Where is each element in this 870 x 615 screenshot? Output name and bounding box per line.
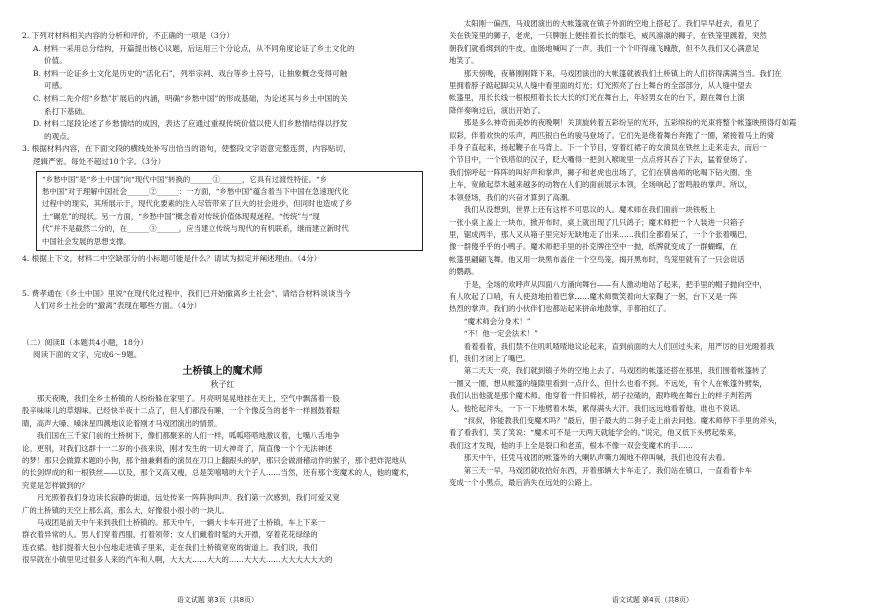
story-line: 的鹦鹉。 — [449, 267, 479, 277]
story-line: 我们国在三千家门前的土桥树下，像们都聚来的人们一样，呱呱嗒嗒地激议着，七嘴八舌地争 — [36, 431, 340, 441]
story-line: 我们认出他就是那个魔术师。他穿着一件旧棉袄，胡子拉碴的，跟昨晚在舞台上的样子判若两 — [449, 391, 753, 401]
question-4-stem: 4. 根据上下文，材料二中空缺部分的小标题可能是什么？请试为拟定并阐述理由。（4分） — [22, 253, 322, 263]
option-a-line-1: A. 材料一采用总分结构，开篇提出核心议题，后运用三个分论点，从不同角度论证了乡土文化的 — [33, 43, 355, 53]
passage-line: 代”并不是截然二分的，在______③______，应当建立传统与现代的有机联系，继而建立新时代 — [42, 224, 349, 234]
story-line: 睛，高声大嗓、嗓沫星四溅地议论着刚才马戏团演出的情景。 — [22, 418, 222, 428]
section-instruction: 阅读下面的文字，完成6～9题。 — [33, 350, 142, 360]
story-line: 人。他抡起斧头，一下一下地劈着木柴，累得满头大汗。我们远远地看着他，谁也不说话。 — [449, 403, 745, 413]
story-line: 第二天天一亮，我们就到镇子外的空地上去了。马戏团的帐篷还搭在那里，我们围着帐篷转了 — [463, 366, 767, 376]
story-author: 秋子红 — [210, 379, 235, 389]
story-title: 土桥镇上的魔术师 — [182, 365, 263, 377]
story-line: 看了看我们，笑了笑说：“魔术可不是一天两天就能学会的。”说完，他又低下头劈起柴来， — [449, 428, 742, 438]
story-line: 群衣着异常的人。男人们穿着西服，打着领带；女人们戴着时髦的大开襟，穿着花花绿绿的 — [22, 530, 318, 540]
question-3-stem-2: 逻辑严密。每处不超过10个字。（3分） — [33, 156, 166, 166]
story-line: 关在铁笼里的狮子，老虎，一只脾脏上便挂着长长的鬃毛，威风凛凛的狮子，在铁笼里踱着，突然 — [449, 31, 767, 41]
story-line: 究竟是怎样做到的？ — [22, 480, 89, 490]
story-line: 马戏团是前天中午来到我们土桥镇的。那天中午，一辆大卡车开进了土桥镇，车上下来一 — [36, 518, 326, 527]
section-heading: （二）阅读Ⅱ（本题共4小题，18分） — [22, 337, 148, 347]
story-line: 那天中午，任凭马戏团的帐篷外的大喇叭声嘶力竭地不停叫喊，我们也没有去看。 — [463, 453, 730, 463]
story-line: 变成一个小黑点，最后消失在远处的公路上。 — [449, 478, 597, 488]
story-line: 里拥着脖子踮起脚尖从人缝中看里面的灯光；灯光照亮了台上舞台的全部部分，从人缝中望去 — [449, 81, 753, 91]
story-line: 于是，全场的欢呼声从四面八方涌向舞台——有人激动地站了起来，把手里的帽子抛向空中， — [463, 279, 767, 289]
passage-line: “乡愁中国”是“乡土中国”向“现代中国”转换的______①______，它具有过渡性特征。“乡 — [42, 174, 328, 184]
story-line: 热烈的掌声。我们的小伙伴们也都站起来拼命地鼓掌，手都拍红了。 — [449, 304, 671, 314]
story-line: 帐篷里，用长长线一根根照着长长大长的灯光在舞台上，年轻男女在的台下，跟在舞台上演 — [449, 93, 745, 103]
story-line: 似彩，伴着欢快的乐声，两匹银白色的骏马登场了。它们先是绕着舞台奔跑了一圈，紧接着马上的骑 — [449, 130, 775, 140]
story-line: 有人吹起了口哨，有人使劲地拍着巴掌……魔术师微笑着向大家鞠了一躬，台下又是一阵 — [449, 291, 738, 301]
answer-space — [22, 313, 423, 337]
right-page — [435, 0, 870, 615]
story-line: 连衣裙。他们提着大包小包地走进镇子里来，走在我们土桥镇宽宽的街道上。我们说，我们 — [22, 542, 318, 552]
story-line: 一圈又一圈，想从帐篷的缝隙里看到一点什么，但什么也看不到。不远处，有个人在帐篷外劈柴， — [449, 378, 767, 388]
story-line: 第三天一早，马戏团就收拾好东西，开着那辆大卡车走了。我们站在镇口，一直看着卡车 — [463, 465, 753, 475]
story-line: 们，我们才闭上了嘴巴。 — [449, 353, 531, 363]
story-line: 帐篷里翩翩飞舞。他又用一块黑布盖住一个空鸟笼，揭开黑布时，鸟笼里就有了一只会说话 — [449, 254, 745, 264]
story-line: 那是多么神奇而美妙的夜晚啊！关顶旋转着五彩纷呈的光环，五彩缤纷的光束将整个帐篷映照得灯如霞 — [463, 118, 797, 128]
story-line: “魔术师会分身术！” — [463, 316, 531, 326]
question-5-stem: 5. 费孝通在《乡土中国》里说“在现代化过程中，我们已开始撤离乡土社会”，请结合材料谈谈当今 — [22, 288, 351, 298]
option-b-line-2: 可感。 — [44, 81, 67, 91]
option-d-line-1: D. 材料二尾段论述了乡愁情结的成因，表达了应通过重视传统价值以使人们乡愁情结得以抒发 — [33, 119, 348, 129]
question-3-passage-box — [36, 171, 423, 251]
option-d-line-2: 的观点。 — [44, 131, 75, 141]
story-text-right — [449, 18, 856, 489]
story-line: 朝我们就看绑到的牛皮，血肠地喊叫了一声。我们一个个吓得魂飞魄散，但不久我们又心满意足 — [449, 43, 760, 53]
story-text-left — [22, 393, 423, 567]
story-line: 我们惊呼起一阵阵的叫好声和掌声，狮子和老虎也出场了，它们在驯兽师的吆喝下钻火圈、坐 — [449, 167, 753, 177]
answer-space — [22, 266, 423, 288]
story-line: 论。更别，对我们这群十一二岁的小孩来说，刚才发生的一切大神奇了，简直像一个个无法神述 — [22, 443, 333, 453]
story-line: 像一群傻乎乎的小鸭子。魔术师把手里的扑克牌往空中一抛，纸牌就变成了一群蝴蝶，在 — [449, 242, 738, 252]
story-line: 我们从没想到，世界上还有这样不可思议的人。魔术师在我们面前一块铁板上 — [463, 205, 716, 215]
story-line: 的长剑焊成的和一根铁丝——以及，那个又高又瘦，总是笑嘻嘻的大个子人……当然，还有那个变魔术的人，他的魔术， — [22, 468, 414, 478]
story-line: 地笑了。 — [449, 56, 479, 66]
story-line: 里，锯成两半，那人又从箱子里完好无缺地走了出来……我们全都看呆了，一个个张着嘴巴， — [449, 229, 753, 239]
option-b-line-1: B. 材料一论证乡土文化是历史的“活化石”，列举宗祠、戏台等乡土符号，让抽象概念变得可触 — [33, 68, 348, 78]
question-5-stem-2: 人们对乡土社会的“撤离”表现在哪些方面。（4分） — [33, 301, 202, 311]
story-line: 广的土桥镇的天空上那么高，那么大，好像很小很小的一块儿。 — [22, 505, 229, 515]
story-line: “叔叔，你能教我们变魔术吗？”最后，胆子最大的二狗子走上前去问他。魔术师停下手里的斧头， — [463, 416, 782, 425]
story-line: 手身子直起来，扬起鞭子在马背上。下一个节目，穿着红裙子的女演员在铁丝上走来走去，而后一 — [449, 143, 767, 153]
story-line: 月光照着我们身边读长寂静的街道，远处传来一阵阵狗叫声。我们第一次感到，我们可爱又宽 — [36, 493, 340, 503]
passage-line: 愁中国”对于理解中国社会______②______：一方面，“乡愁中国”蕴含着当下中国在急速现代化 — [42, 186, 349, 196]
page-footer-right: 语文试题 第4页（共8页） — [611, 596, 694, 604]
option-c-line-1: C. 材料二先介绍“乡愁”扩展后的内涵，明确“乡愁中国”的形成基础，为论述其与乡土中国的关 — [33, 93, 348, 103]
story-line: 的梦！那只会做算术题的小狗，那个抽兼剩看的演员在刀口上翻跟头的驴，那只会做滑稽动作的猴子，那个把炸泥地从 — [22, 455, 407, 465]
option-a-line-2: 价值。 — [44, 56, 67, 66]
passage-line: 过程中的现实，其所展示于，现代化要素的注入尽管带来了巨大的社会进步，但同时也造成了乡 — [42, 199, 353, 209]
story-line: 个节目中，一个铁塔似的汉子，眨大嘴得一把剑入喉咙里一点点将其吞了下去，猛着登场了。 — [449, 155, 753, 165]
option-c-line-2: 系打下基础。 — [44, 106, 90, 116]
passage-line: 土“碾危”的现状。另一方面，“乡愁中国”概念看对传统价值体现观迷程。“传统”与“现 — [42, 211, 320, 221]
story-line: 那天傍晚，夜幕刚刚降下来，马戏团演出的大帐篷就被我们土桥镇上的人们挤得满满当当。我们在 — [463, 68, 782, 78]
story-line: 本领登场，我们的兴奋才算到了高潮。 — [449, 192, 575, 202]
story-line: 那天夜晚，我们全乡土桥镇的人纷纷躲在家里了。月亮明晃晃地挂在天上，空气中飘荡着一股 — [36, 393, 340, 403]
story-line: 太阳刚一偏西，马戏团演出的大帐篷就在镇子外面的空地上搭起了。我们早早赶去，看见了 — [463, 19, 760, 28]
story-line: 上车，宽敞起草木越来越多的动物在人们的面前展示本领，全场响起了雷鸣般的掌声。所以， — [449, 180, 753, 190]
question-2-stem: 2. 下列对材料相关内容的分析和评价，不正确的一项是（3分） — [22, 31, 234, 40]
story-line: 看着看着，我们禁不住叽叽喳喳地议论起来，直到前面的大人们回过头来，用严厉的目光瞪着我 — [463, 341, 775, 351]
story-line: 降伴奏响过后，演出开始了。 — [449, 105, 546, 115]
question-3-stem: 3. 根据材料内容，在下面文段的横线处补写出恰当的语句，使整段文字语意完整连贯，内容贴切， — [22, 144, 351, 154]
story-line: 我们这才发现，他的手上全是裂口和老茧，根本不像一双会变魔术的手…… — [449, 440, 693, 450]
story-line: 一张小桌上盖上一块布，掀开布时，桌上就出现了几只鸽子；魔术师把一个人装进一只箱子 — [449, 217, 745, 227]
page-footer-left: 语文试题 第3页（共8页） — [176, 596, 259, 604]
story-line: 很早就在小镇里见过很多人来的汽车和人啊，大大大……大大的……大大大……大大大大大大的 — [22, 555, 333, 565]
story-line: “不！他一定会法术！” — [463, 329, 538, 339]
passage-line: 中国社会发展的思想支撑。 — [42, 236, 131, 246]
story-line: 股辛味味儿的草烟味。已经快半夜十二点了，但人们都没有睡，一个个像反刍的老牛一样圆鼓着眼 — [22, 406, 340, 416]
